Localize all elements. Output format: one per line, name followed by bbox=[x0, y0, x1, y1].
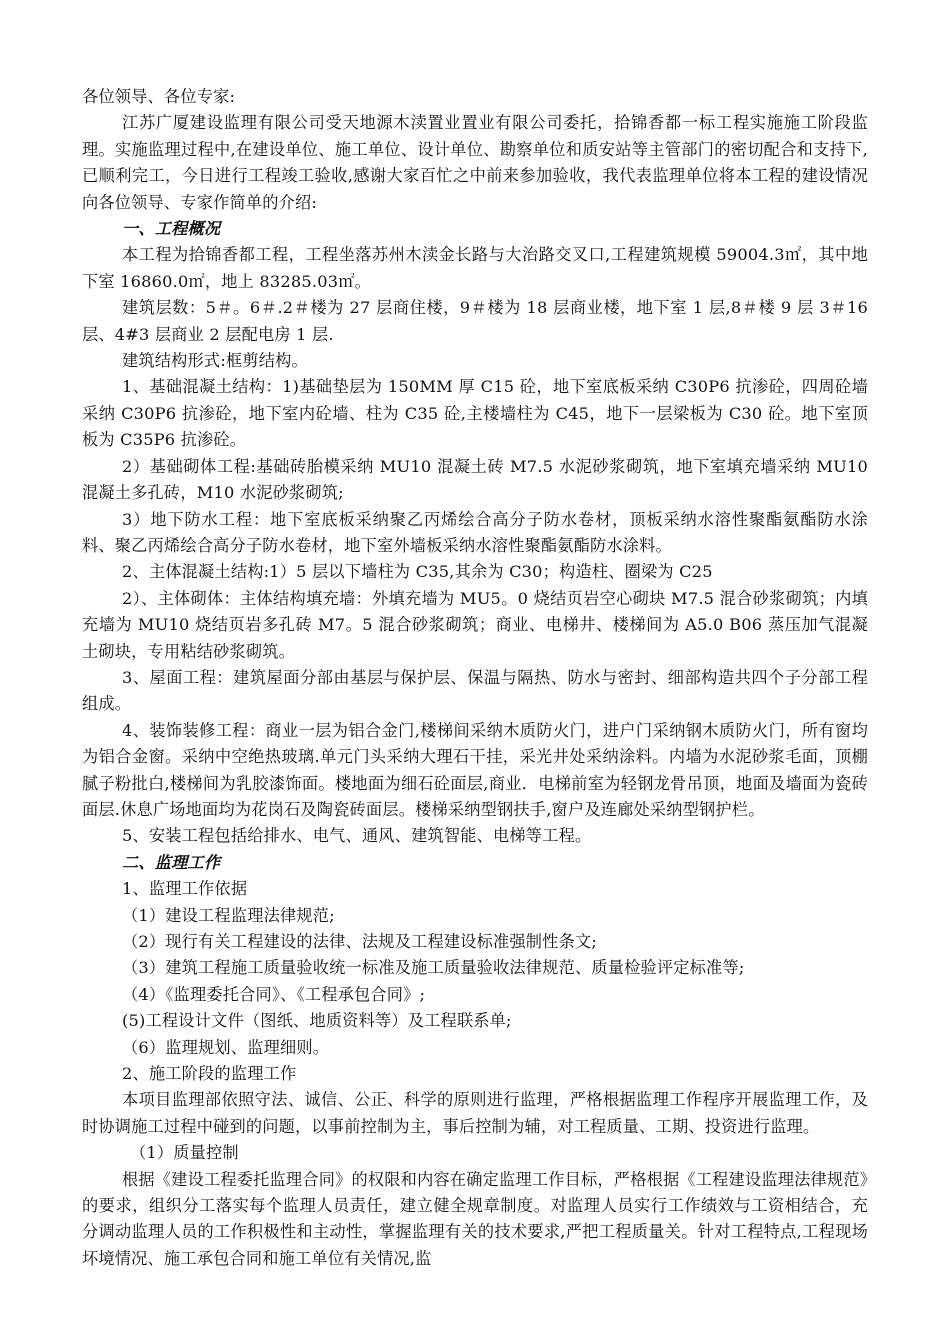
paragraph: 2、施工阶段的监理工作 bbox=[122, 1064, 297, 1084]
paragraph: （1）质量控制 bbox=[130, 1143, 239, 1163]
paragraph: 1、基础混凝土结构：1)基础垫层为 150MM 厚 C15 砼，地下室底板采纳 C30P6 抗渗砼，四周砼墙采纳 C30P6 抗渗砼，地下室内砼墙、柱为 C35 砼,主楼墙柱为 C45，地下一层梁板为 C30 砼。地下室顶板为 C35P6 抗渗砼。 bbox=[82, 377, 868, 450]
paragraph: 根据《建设工程委托监理合同》的权限和内容在确定监理工作目标，严格根据《工程建设监理法律规范》的要求，组织分工落实每个监理人员责任，建立健全规章制度。对监理人员实行工作绩效与工资相结合，充分调动监理人员的工作积极性和主动性，掌握监理有关的技术要求,严把工程质量关。针对工程特点,工程现场坏境情况、施工承包合同和施工单位有关情况,监 bbox=[82, 1169, 868, 1268]
list-item: （6）监理规划、监理细则。 bbox=[122, 1037, 330, 1057]
greeting: 各位领导、各位专家: bbox=[82, 87, 236, 106]
paragraph: 2、主体混凝土结构:1）5 层以下墙柱为 C35,其余为 C30；构造柱、圈梁为 C25 bbox=[122, 562, 713, 582]
list-item: （1）建设工程监理法律规范; bbox=[122, 905, 335, 925]
list-item: （4）《监理委托合同》、《工程承包合同》; bbox=[122, 984, 426, 1004]
paragraph: 3、屋面工程：建筑屋面分部由基层与保护层、保温与隔热、防水与密封、细部构造共四个子分部工程组成。 bbox=[82, 667, 868, 714]
paragraph: 4、装饰装修工程：商业一层为铝合金门,楼梯间采纳木质防火门，进户门采纳钢木质防火门，所有窗均为铝合金窗。采纳中空绝热玻璃.单元门头采纳大理石干挂，采光井处采纳涂料。内墙为水泥砂浆毛面，顶棚腻子粉批白,楼梯间为乳胶漆饰面。楼地面为细石砼面层,商业．电梯前室为轻钢龙骨吊顶，地面及墙面为瓷砖面层.休息广场地面均为花岗石及陶瓷砖面层。楼梯采纳型钢扶手,窗户及连廊处采纳型钢护栏。 bbox=[82, 720, 868, 819]
intro-paragraph: 江苏广厦建设监理有限公司受天地源木渎置业置业有限公司委托，拾锦香都一标工程实施施工阶段监理。实施监理过程中,在建设单位、施工单位、设计单位、勘察单位和质安站等主管部门的密切配合和支持下,已顺利完工，今日进行工程竣工验收,感谢大家百忙之中前来参加验收，我代表监理单位将本工程的建设情况向各位领导、专家作简单的介绍: bbox=[82, 113, 868, 212]
paragraph: 建筑层数：5＃。6＃.2＃楼为 27 层商住楼，9＃楼为 18 层商业楼，地下室 1 层,8＃楼 9 层 3＃16 层、4#3 层商业 2 层配电房 1 层. bbox=[82, 298, 868, 344]
document-body bbox=[82, 84, 868, 1272]
list-item: (5)工程设计文件（图纸、地质资料等）及工程联系单; bbox=[122, 1011, 512, 1031]
list-item: （3）建筑工程施工质量验收统一标准及施工质量验收法律规范、质量检验评定标准等; bbox=[122, 958, 745, 978]
paragraph: 1、监理工作依据 bbox=[122, 879, 248, 899]
paragraph: 2）基础砌体工程:基础砖胎模采纳 MU10 混凝土砖 M7.5 水泥砂浆砌筑，地下室填充墙采纳 MU10 混凝土多孔砖，M10 水泥砂浆砌筑; bbox=[82, 456, 868, 503]
paragraph: 本工程为拾锦香都工程，工程坐落苏州木渎金长路与大治路交叉口,工程建筑规模 59004.3㎡，其中地下室 16860.0㎡，地上 83285.03㎡。 bbox=[82, 245, 868, 291]
paragraph: 3）地下防水工程：地下室底板采纳聚乙丙烯绘合高分子防水卷材，顶板采纳水溶性聚酯氨酯防水涂料、聚乙丙烯绘合高分子防水卷材，地下室外墙板采纳水溶性聚酯氨酯防水涂料。 bbox=[82, 509, 868, 555]
paragraph: 建筑结构形式:框剪结构。 bbox=[122, 351, 308, 371]
section-heading-overview: 一、工程概况 bbox=[122, 219, 221, 239]
list-item: （2）现行有关工程建设的法律、法规及工程建设标准强制性条文; bbox=[122, 932, 598, 951]
section-heading-supervision: 二、监理工作 bbox=[122, 852, 221, 872]
paragraph: 2）、主体砌体：主体结构填充墙：外填充墙为 MU5。0 烧结页岩空心砌块 M7.5 混合砂浆砌筑；内填充墙为 MU10 烧结页岩多孔砖 M7。5 混合砂浆砌筑；商业、电梯井、楼梯间为 A5.0 B06 蒸压加气混凝土砌块，专用粘结砂浆砌筑。 bbox=[82, 588, 868, 661]
paragraph: 5、安装工程包括给排水、电气、通风、建筑智能、电梯等工程。 bbox=[122, 826, 592, 846]
paragraph: 本项目监理部依照守法、诚信、公正、科学的原则进行监理，严格根据监理工作程序开展监理工作，及时协调施工过程中碰到的问题，以事前控制为主，事后控制为辅，对工程质量、工期、投资进行监理。 bbox=[82, 1090, 868, 1136]
